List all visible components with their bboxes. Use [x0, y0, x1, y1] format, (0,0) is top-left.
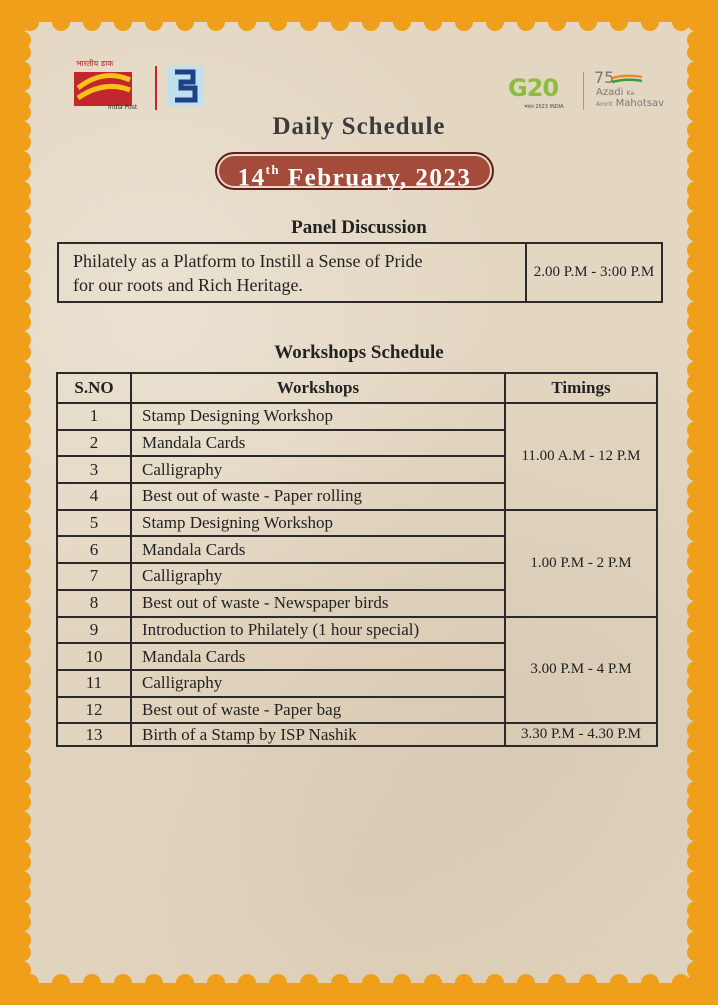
perforation-dot	[579, 13, 597, 31]
azadi-ka: Ka	[626, 90, 635, 97]
perforation-dot	[610, 13, 628, 31]
panel-time: 2.00 P.M - 3:00 P.M	[526, 243, 662, 302]
perforation-dot	[13, 601, 31, 619]
perforation-dot	[687, 721, 705, 739]
perforation-dot	[13, 631, 31, 649]
perforation-dot	[517, 974, 535, 992]
row-sno: 9	[57, 617, 131, 644]
perforation-dot	[687, 181, 705, 199]
row-workshop: Best out of waste - Paper rolling	[131, 483, 505, 510]
col-sno: S.NO	[57, 373, 131, 403]
azadi-line1: Azadi	[596, 87, 624, 98]
perforation-dot	[207, 974, 225, 992]
perforation-dot	[13, 781, 31, 799]
row-workshop: Calligraphy	[131, 670, 505, 697]
perforation-dot	[486, 13, 504, 31]
perforation-dot	[13, 841, 31, 859]
perforation-dot	[362, 974, 380, 992]
row-sno: 12	[57, 697, 131, 724]
table-row	[57, 617, 657, 644]
perforation-dot	[424, 13, 442, 31]
perforation-dot	[486, 974, 504, 992]
col-timings: Timings	[505, 373, 657, 403]
perforation-dot	[13, 91, 31, 109]
perforation-dot	[455, 974, 473, 992]
perforation-dot	[238, 13, 256, 31]
row-workshop: Introduction to Philately (1 hour special)	[131, 617, 505, 644]
row-sno: 6	[57, 536, 131, 563]
perforation-dot	[687, 871, 705, 889]
g20-caption: भारत 2023 INDIA	[524, 104, 564, 110]
perforation-dot	[672, 974, 690, 992]
perforation-dot	[13, 721, 31, 739]
row-sno: 7	[57, 563, 131, 590]
perforation-dot	[687, 931, 705, 949]
perforation-dot	[13, 451, 31, 469]
workshops-heading: Workshops Schedule	[274, 342, 444, 363]
row-workshop: Best out of waste - Paper bag	[131, 697, 505, 724]
panel-topic-line2: for our roots and Rich Heritage.	[73, 274, 303, 295]
philately-logo	[167, 66, 203, 106]
timing-slot-4: 3.30 P.M - 4.30 P.M	[505, 723, 657, 746]
timing-slot-2: 1.00 P.M - 2 P.M	[505, 510, 657, 617]
perforation-dot	[393, 974, 411, 992]
azadi-text	[596, 88, 664, 110]
azadi-75: 75	[594, 68, 615, 87]
perforation-dot	[517, 13, 535, 31]
perforation-dot	[13, 931, 31, 949]
perforation-dot	[207, 13, 225, 31]
perforation-dot	[13, 421, 31, 439]
perforation-dot	[687, 301, 705, 319]
page-title: Daily Schedule	[272, 113, 446, 140]
perforation-dot	[13, 391, 31, 409]
perforation-dot	[52, 974, 70, 992]
perforation-dot	[687, 961, 705, 979]
perforation-dot	[300, 974, 318, 992]
perforation-dot	[687, 91, 705, 109]
row-workshop: Mandala Cards	[131, 430, 505, 457]
perforation-dot	[13, 31, 31, 49]
perforation-dot	[687, 601, 705, 619]
row-sno: 3	[57, 456, 131, 483]
table-row	[57, 723, 657, 746]
perforation-dot	[548, 974, 566, 992]
panel-topic	[58, 243, 526, 302]
perforation-dot	[13, 751, 31, 769]
row-sno: 4	[57, 483, 131, 510]
perforation-dot	[13, 181, 31, 199]
date-day: 14	[237, 164, 266, 192]
table-row	[57, 510, 657, 537]
row-workshop: Birth of a Stamp by ISP Nashik	[131, 723, 505, 746]
perforation-dot	[393, 13, 411, 31]
perforation-dot	[83, 13, 101, 31]
azadi-line3: Mahotsav	[615, 98, 665, 109]
perforation-dot	[13, 541, 31, 559]
perforation-dot	[13, 271, 31, 289]
india-post-hindi: भारतीय डाक	[76, 59, 114, 68]
perforation-dot	[13, 811, 31, 829]
perforation-dot	[13, 691, 31, 709]
row-sno: 11	[57, 670, 131, 697]
perforation-dot	[610, 974, 628, 992]
perforation-dot	[687, 421, 705, 439]
perforation-dot	[641, 974, 659, 992]
perforation-dot	[687, 241, 705, 259]
workshops-table	[56, 372, 658, 747]
date-suffix: th	[265, 162, 281, 177]
row-sno: 10	[57, 643, 131, 670]
g20-logo-text: G20	[508, 74, 559, 102]
row-workshop: Stamp Designing Workshop	[131, 510, 505, 537]
timing-slot-3: 3.00 P.M - 4 P.M	[505, 617, 657, 724]
row-workshop: Mandala Cards	[131, 643, 505, 670]
perforation-dot	[687, 391, 705, 409]
perforation-dot	[13, 481, 31, 499]
panel-topic-line1: Philately as a Platform to Instill a Sense of Pride	[73, 250, 423, 271]
perforation-dot	[687, 571, 705, 589]
perforation-dot	[687, 781, 705, 799]
perforation-dot	[687, 151, 705, 169]
perforation-dot	[83, 974, 101, 992]
row-sno: 13	[57, 723, 131, 746]
perforation-dot	[455, 13, 473, 31]
perforation-dot	[687, 841, 705, 859]
perforation-dot	[238, 974, 256, 992]
panel-table	[57, 242, 663, 303]
azadi-divider	[583, 72, 584, 110]
perforation-dot	[176, 974, 194, 992]
perforation-dot	[13, 961, 31, 979]
perforation-dot	[362, 13, 380, 31]
row-sno: 1	[57, 403, 131, 430]
perforation-dot	[548, 13, 566, 31]
perforation-dot	[52, 13, 70, 31]
date-rest: February, 2023	[287, 164, 472, 192]
logo-divider	[155, 66, 157, 110]
perforation-dot	[300, 13, 318, 31]
perforation-dot	[331, 974, 349, 992]
perforation-dot	[687, 511, 705, 529]
timing-slot-1: 11.00 A.M - 12 P.M	[505, 403, 657, 510]
perforation-dot	[13, 871, 31, 889]
perforation-dot	[145, 974, 163, 992]
perforation-dot	[687, 451, 705, 469]
row-sno: 2	[57, 430, 131, 457]
perforation-dot	[687, 481, 705, 499]
azadi-flag-icon	[612, 74, 642, 84]
india-post-caption: India Post	[108, 104, 138, 111]
row-workshop: Calligraphy	[131, 563, 505, 590]
perforation-dot	[687, 631, 705, 649]
perforation-dot	[672, 13, 690, 31]
row-sno: 8	[57, 590, 131, 617]
perforation-dot	[687, 901, 705, 919]
row-workshop: Mandala Cards	[131, 536, 505, 563]
perforation-dot	[687, 61, 705, 79]
perforation-dot	[331, 13, 349, 31]
row-workshop: Stamp Designing Workshop	[131, 403, 505, 430]
perforation-dot	[13, 151, 31, 169]
perforation-dot	[687, 811, 705, 829]
row-sno: 5	[57, 510, 131, 537]
panel-heading: Panel Discussion	[291, 217, 427, 238]
panel-row	[58, 243, 662, 302]
perforation-dot	[13, 61, 31, 79]
perforation-dot	[13, 301, 31, 319]
perforation-dot	[687, 751, 705, 769]
perforation-dot	[641, 13, 659, 31]
perforation-dot	[687, 31, 705, 49]
perforation-dot	[114, 13, 132, 31]
perforation-dot	[114, 974, 132, 992]
row-workshop: Calligraphy	[131, 456, 505, 483]
table-header-row	[57, 373, 657, 403]
perforation-dot	[145, 13, 163, 31]
col-workshops: Workshops	[131, 373, 505, 403]
date-badge	[215, 152, 494, 190]
perforation-dot	[687, 661, 705, 679]
row-workshop: Best out of waste - Newspaper birds	[131, 590, 505, 617]
perforation-dot	[269, 974, 287, 992]
perforation-dot	[424, 974, 442, 992]
perforation-dot	[176, 13, 194, 31]
perforation-dot	[687, 541, 705, 559]
perforation-dot	[13, 901, 31, 919]
perforation-dot	[13, 241, 31, 259]
perforation-dot	[269, 13, 287, 31]
perforation-dot	[21, 13, 39, 31]
table-row	[57, 403, 657, 430]
perforation-dot	[13, 511, 31, 529]
perforation-dot	[13, 661, 31, 679]
azadi-line2: Amrit	[596, 101, 613, 108]
perforation-dot	[13, 571, 31, 589]
perforation-dot	[687, 271, 705, 289]
perforation-dot	[687, 691, 705, 709]
perforation-dot	[579, 974, 597, 992]
